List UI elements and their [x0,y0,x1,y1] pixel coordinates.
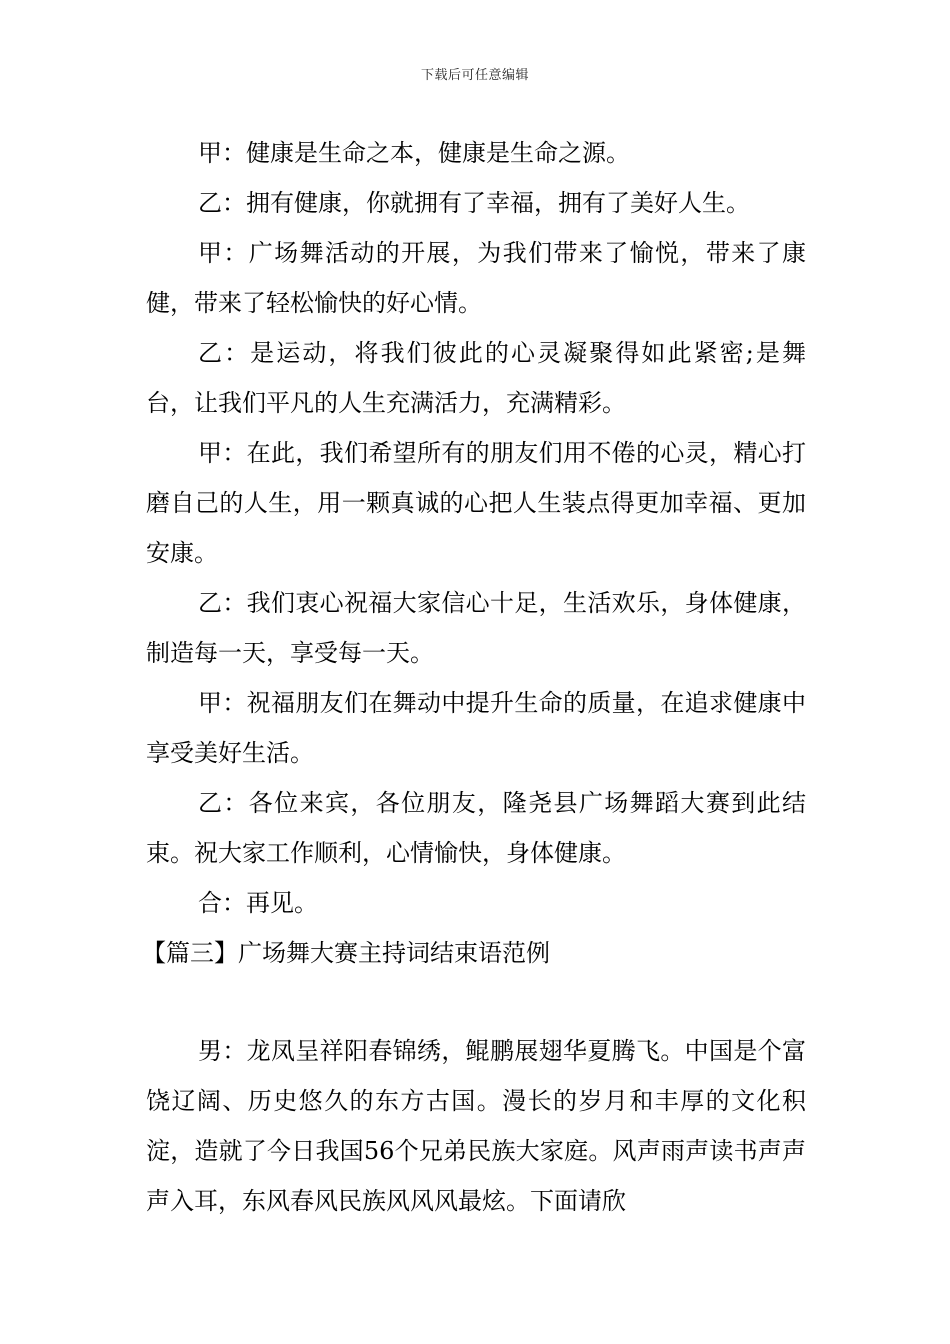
document-body [142,128,806,1226]
dialogue-line: 甲：祝福朋友们在舞动中提升生命的质量，在追求健康中享受美好生活。 [146,689,806,767]
section-title: 【篇三】广场舞大赛主持词结束语范例 [142,939,550,967]
dialogue-line: 乙：拥有健康，你就拥有了幸福，拥有了美好人生。 [198,189,750,217]
dialogue-line: 甲：健康是生命之本，健康是生命之源。 [198,139,630,167]
dialogue-line: 合：再见。 [198,889,318,917]
section-spacer [146,978,806,1026]
dialogue-line: 乙：我们衷心祝福大家信心十足，生活欢乐，身体健康，制造每一天，享受每一天。 [146,589,806,667]
page-header-note: 下载后可任意编辑 [420,68,529,83]
dialogue-line: 甲：广场舞活动的开展，为我们带来了愉悦，带来了康健，带来了轻松愉快的好心情。 [146,239,806,317]
dialogue-line: 甲：在此，我们希望所有的朋友们用不倦的心灵，精心打磨自己的人生，用一颗真诚的心把人生装点得更加幸福、更加安康。 [146,439,806,567]
section-paragraph: 男：龙凤呈祥阳春锦绣，鲲鹏展翅华夏腾飞。中国是个富饶辽阔、历史悠久的东方古国。漫长的岁月和丰厚的文化积淀，造就了今日我国56个兄弟民族大家庭。风声雨声读书声声声入耳，东风春风民族风风风最炫。下面请欣 [146,1037,806,1215]
dialogue-line: 乙：是运动，将我们彼此的心灵凝聚得如此紧密;是舞台，让我们平凡的人生充满活力，充满精彩。 [146,339,806,417]
dialogue-line: 乙：各位来宾，各位朋友，隆尧县广场舞蹈大赛到此结束。祝大家工作顺利，心情愉快，身体健康。 [146,789,806,867]
